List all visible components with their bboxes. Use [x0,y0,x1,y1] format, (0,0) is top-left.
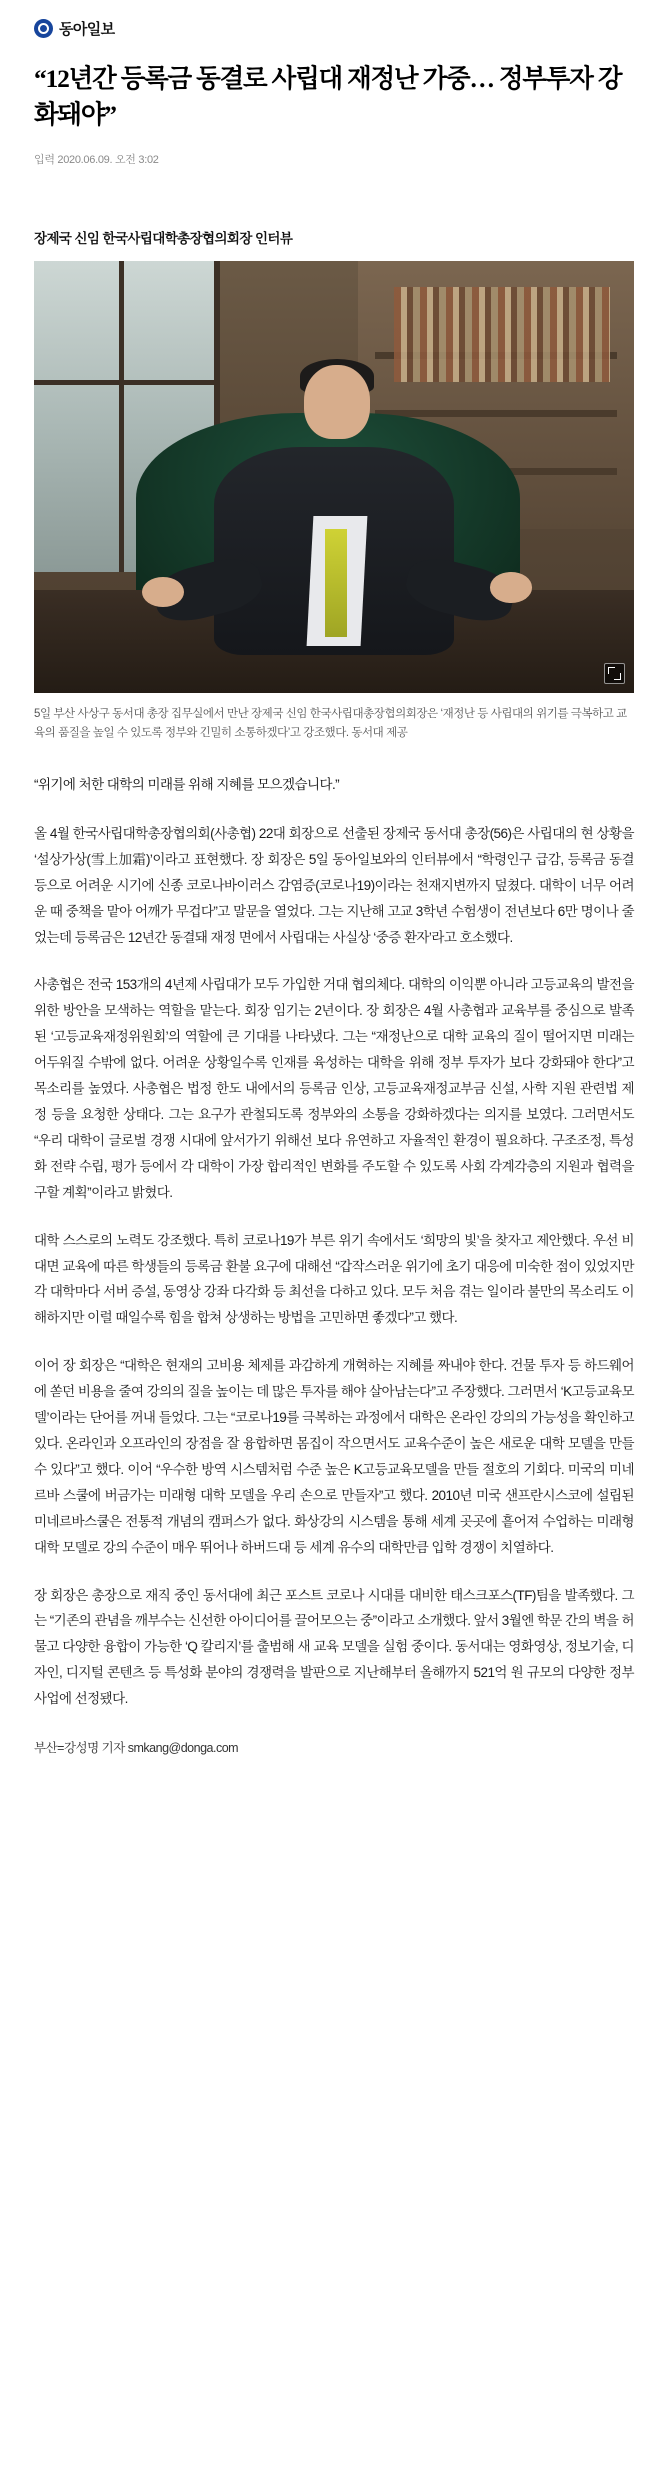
photo-person-right-hand [490,572,532,602]
article-subhead: 장제국 신임 한국사립대학총장협의회장 인터뷰 [34,231,293,247]
publish-timestamp: 입력 2020.06.09. 오전 3:02 [34,154,159,167]
photo-person-left-hand [142,577,184,607]
article-paragraph-5: 장 회장은 총장으로 재직 중인 동서대에 최근 포스트 코로나 시대를 대비한 태스크포스(TF)팀을 발족했다. 그는 “기존의 관념을 깨부수는 신선한 아이디어를 끌어모으는 중”이라고 소개했다. 앞서 3월엔 학문 간의 벽을 허물고 다양한 융합이 가능한 ‘Q 칼리지’를 출범해 새 교육 모델을 실험 중이다. 동서대는 영화영상, 정보기술, 디자인, 디지털 콘텐츠 등 특성화 분야의 경쟁력을 발판으로 지난해부터 올해까지 521억 원 규모의 다양한 정부 사업에 선정됐다. [34,1587,634,1707]
article-paragraph-2: 사총협은 전국 153개의 4년제 사립대가 모두 가입한 거대 협의체다. 대학의 이익뿐 아니라 고등교육의 발전을 위한 방안을 모색하는 역할을 맡는다. 회장 임기는 2년이다. 장 회장은 4월 사총협과 교육부를 중심으로 발족된 ‘고등교육재정위원회’의 역할에 큰 기대를 나타냈다. 그는 “재정난으로 대학 교육의 질이 떨어지면 미래는 어두워질 수밖에 없다. 어려운 상황일수록 인재를 육성하는 대학을 위해 정부 투자가 보다 강화돼야 한다”고 목소리를 높였다. 사총협은 법정 한도 내에서의 등록금 인상, 고등교육재정교부금 신설, 사학 지원 관련법 제정 등을 요청한 상태다. 그는 요구가 관철되도록 정부와의 소통을 강화하겠다는 의지를 보였다. 그러면서도 “우리 대학이 글로벌 경쟁 시대에 앞서가기 위해선 보다 유연하고 자율적인 환경이 필요하다. 구조조정, 특성화 전략 수립, 평가 등에서 각 대학이 가장 합리적인 변화를 주도할 수 있도록 사회 각계각층의 지원과 협력을 구할 계획”이라고 밝혔다. [34,977,634,1200]
article-paragraph-4: 이어 장 회장은 “대학은 현재의 고비용 체제를 과감하게 개혁하는 지혜를 짜내야 한다. 건물 투자 등 하드웨어에 쏟던 비용을 줄여 강의의 질을 높이는 데 많은 투자를 해야 살아남는다”고 주장했다. 그러면서 ‘K고등교육모델’이라는 단어를 꺼내 들었다. 그는 “코로나19를 극복하는 과정에서 대학은 온라인 강의의 가능성을 확인하고 있다. 온라인과 오프라인의 장점을 잘 융합하면 몸집이 작으면서도 교육수준이 높은 새로운 대학 모델을 만들 수 있다”고 했다. 이어 “우수한 방역 시스템처럼 수준 높은 K고등교육모델을 만들 절호의 기회다. 미국의 미네르바 스쿨에 버금가는 미래형 대학 모델을 우리 손으로 만들자”고 했다. 2010년 미국 샌프란시스코에 설립된 미네르바스쿨은 전통적 개념의 캠퍼스가 없다. 화상강의 시스템을 통해 세계 곳곳에 흩어져 수업하는 미래형 대학 모델로 강의 수준이 매우 뛰어나 하버드대 등 세계 유수의 대학만큼 입학 경쟁이 치열하다. [34,1358,634,1555]
article-photo-container [34,261,634,693]
photo-caption: 5일 부산 사상구 동서대 총장 집무실에서 만난 장제국 신임 한국사립대총장협의회장은 ‘재정난 등 사립대의 위기를 극복하고 교육의 품질을 높일 수 있도록 정부와 긴밀히 소통하겠다’고 강조했다. 동서대 제공 [34,708,627,740]
photo-person-tie [325,529,347,637]
donga-logo-icon [34,19,53,38]
article-photo [34,261,634,693]
article-lead: “위기에 처한 대학의 미래를 위해 지혜를 모으겠습니다.” [34,776,340,792]
page-title: “12년간 등록금 동결로 사립대 재정난 가중… 정부투자 강화돼야” [34,64,622,130]
masthead[interactable] [34,18,634,39]
photo-person-head [304,365,370,438]
expand-photo-icon[interactable] [604,663,625,684]
article-paragraph-3: 대학 스스로의 노력도 강조했다. 특히 코로나19가 부른 위기 속에서도 ‘희망의 빛’을 찾자고 제안했다. 우선 비대면 교육에 따른 학생들의 등록금 환불 요구에 대해선 “갑작스러운 위기에 초기 대응에 미숙한 점이 있었지만 각 대학마다 서버 증설, 동영상 강좌 다각화 등 최선을 다하고 있다. 모두 처음 겪는 일이라 불만의 목소리도 이해하지만 이럴 때일수록 힘을 합쳐 상생하는 방법을 고민하면 좋겠다”고 했다. [34,1232,634,1326]
reporter-byline: 부산=강성명 기자 smkang@donga.com [34,1741,239,1756]
photo-books [394,287,610,382]
article-paragraph-1: 올 4월 한국사립대학총장협의회(사총협) 22대 회장으로 선출된 장제국 동서대 총장(56)은 사립대의 현 상황을 ‘설상가상(雪上加霜)’이라고 표현했다. 장 회장은 5일 동아일보와의 인터뷰에서 “학령인구 급감, 등록금 동결 등으로 어려운 시기에 신종 코로나바이러스 감염증(코로나19)이라는 천재지변까지 덮쳤다. 대학이 너무 어려운 때 중책을 맡아 어깨가 무겁다”고 말문을 열었다. 그는 지난해 고교 3학년 수험생이 전년보다 6만 명이나 줄었는데 등록금은 12년간 동결돼 재정 면에서 사립대는 사실상 ‘중증 환자’라고 호소했다. [34,825,634,945]
masthead-title: 동아일보 [59,22,115,38]
